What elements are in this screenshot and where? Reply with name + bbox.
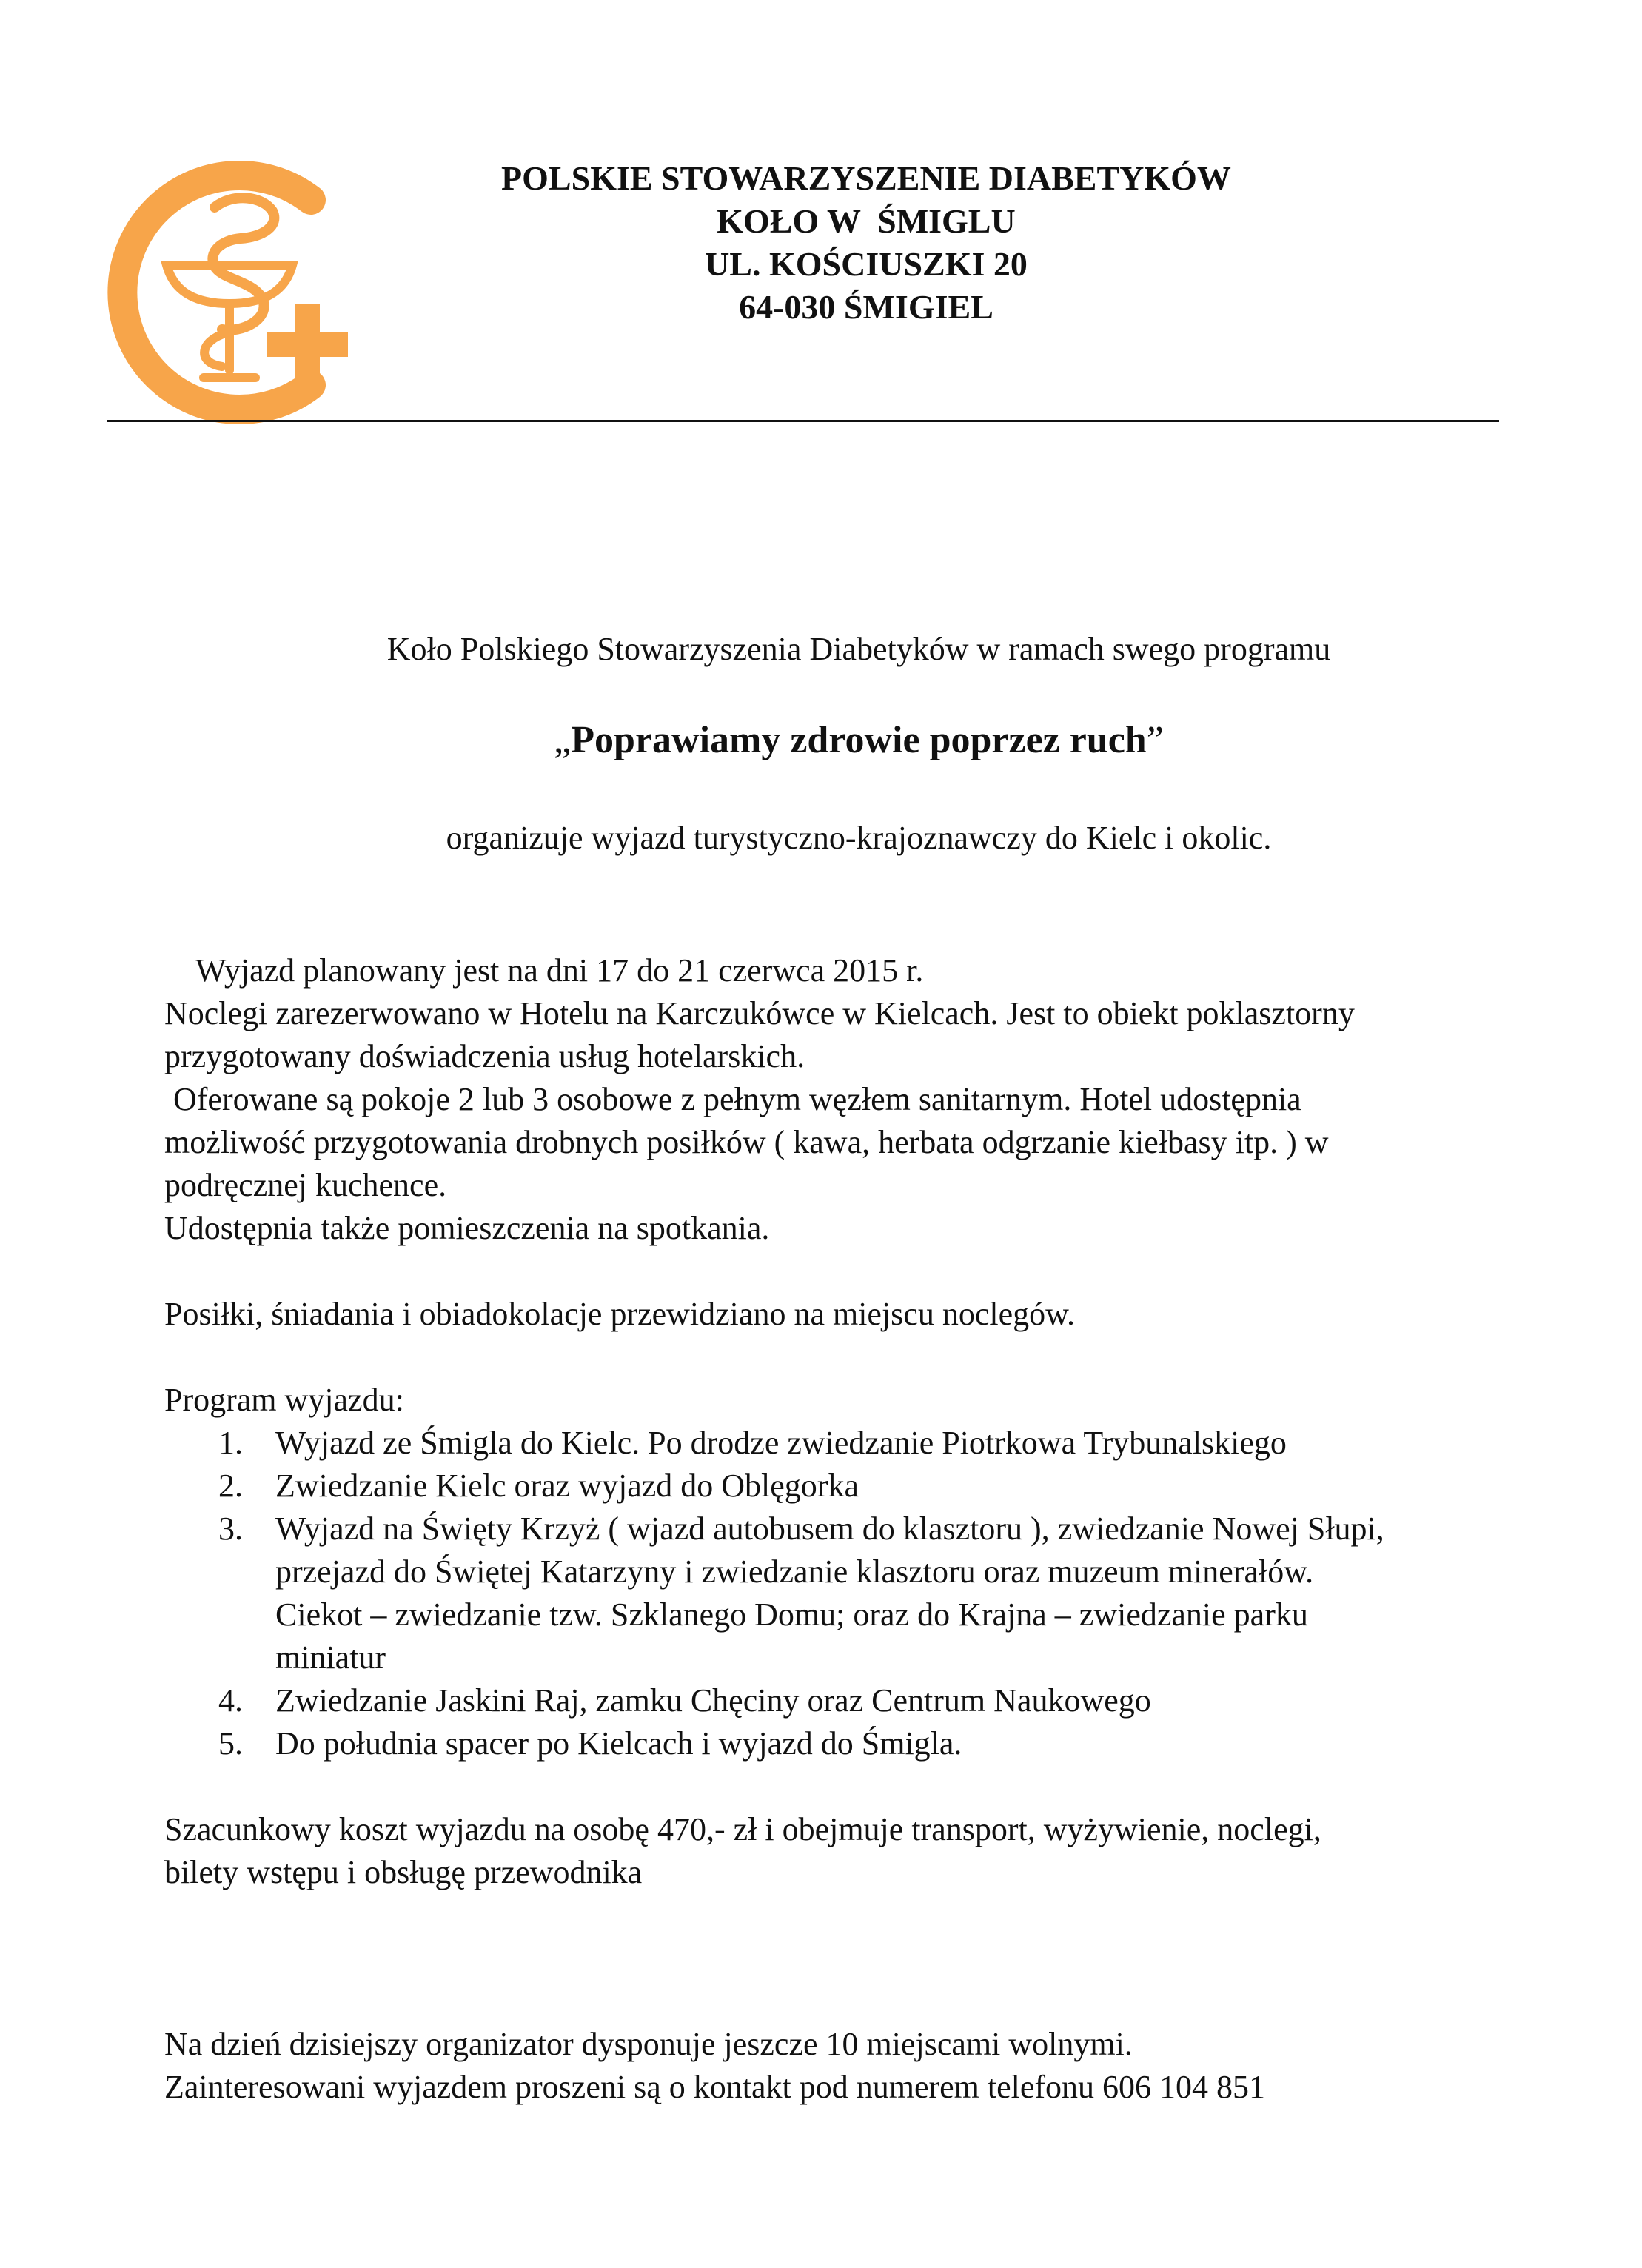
slogan-text: Poprawiamy zdrowie poprzez ruch xyxy=(571,719,1147,761)
list-item-number: 4. xyxy=(218,1682,243,1719)
list-item-text: Zwiedzanie Kielc oraz wyjazd do Oblęgorka xyxy=(275,1468,859,1504)
list-item-number: 2. xyxy=(218,1468,243,1504)
list-item xyxy=(164,1465,1549,1508)
list-item-text: Wyjazd na Święty Krzyż ( wjazd autobusem do klasztoru ), zwiedzanie Nowej Słupi, xyxy=(275,1511,1384,1547)
diabetes-association-logo xyxy=(104,155,370,429)
header-line-1: POLSKIE STOWARZYSZENIE DIABETYKÓW xyxy=(501,159,1231,197)
list-item xyxy=(164,1422,1549,1465)
list-item-text: Wyjazd ze Śmigla do Kielc. Po drodze zwiedzanie Piotrkowa Trybunalskiego xyxy=(275,1425,1287,1461)
logo-bowl xyxy=(167,265,292,304)
contact-line-1: Na dzień dzisiejszy organizator dysponuje jeszcze 10 miejscami wolnymi. xyxy=(164,2026,1133,2062)
list-item-text: Zwiedzanie Jaskini Raj, zamku Chęciny oraz Centrum Naukowego xyxy=(275,1682,1151,1719)
slogan-close-quote: ” xyxy=(1146,719,1164,761)
cost-line-2: bilety wstępu i obsługę przewodnika xyxy=(164,1854,643,1890)
rooms-line-3: podręcznej kuchence. xyxy=(164,1167,447,1203)
meals-line: Posiłki, śniadania i obiadokolacje przewidziano na miejscu noclegów. xyxy=(164,1296,1076,1332)
intro-text: Koło Polskiego Stowarzyszenia Diabetyków w ramach swego programu xyxy=(386,631,1331,667)
logo-snake-tail xyxy=(204,333,226,367)
header-line-4: 64-030 ŚMIGIEL xyxy=(739,288,993,326)
contact-line-2: Zainteresowani wyjazdem proszeni są o kontakt pod numerem telefonu 606 104 851 xyxy=(164,2069,1266,2105)
slogan-open-quote: „ xyxy=(554,719,572,761)
program-slogan xyxy=(244,717,1473,764)
list-item xyxy=(164,1679,1549,1722)
list-item xyxy=(164,1508,1549,1679)
list-item-text: przejazd do Świętej Katarzyny i zwiedzanie klasztoru oraz muzeum minerałów. xyxy=(275,1553,1314,1590)
lodging-line-2: przygotowany doświadczenia usług hotelarskich. xyxy=(164,1038,805,1074)
rooms-line-1: Oferowane są pokoje 2 lub 3 osobowe z pełnym węzłem sanitarnym. Hotel udostępnia xyxy=(173,1081,1301,1117)
header-divider xyxy=(107,420,1499,422)
program-list xyxy=(164,1422,1549,1765)
organization-header xyxy=(415,157,1318,329)
subintro-text: organizuje wyjazd turystyczno-krajoznawczy do Kielc i okolic. xyxy=(446,820,1272,856)
lodging-line-1: Noclegi zarezerwowano w Hotelu na Karczukówce w Kielcach. Jest to obiekt poklasztorny xyxy=(164,995,1355,1031)
list-item-number: 3. xyxy=(218,1511,243,1547)
rooms-line-4: Udostępnia także pomieszczenia na spotkania. xyxy=(164,1210,770,1246)
list-item-text: miniatur xyxy=(275,1639,386,1676)
list-item-text: Do południa spacer po Kielcach i wyjazd do Śmigla. xyxy=(275,1725,962,1762)
header-line-3: UL. KOŚCIUSZKI 20 xyxy=(705,245,1028,283)
logo-plus-icon xyxy=(267,304,348,385)
list-item-number: 5. xyxy=(218,1725,243,1762)
list-item-number: 1. xyxy=(218,1425,243,1461)
list-item-text: Ciekot – zwiedzanie tzw. Szklanego Domu; oraz do Krajna – zwiedzanie parku xyxy=(275,1596,1308,1633)
document-body xyxy=(164,949,1549,2109)
list-item xyxy=(164,1722,1549,1765)
date-line: Wyjazd planowany jest na dni 17 do 21 czerwca 2015 r. xyxy=(195,952,924,989)
header-line-2: KOŁO W ŚMIGLU xyxy=(717,202,1016,240)
program-title: Program wyjazdu: xyxy=(164,1382,404,1418)
rooms-line-2: możliwość przygotowania drobnych posiłków ( kawa, herbata odgrzanie kiełbasy itp. ) w xyxy=(164,1124,1329,1160)
cost-line-1: Szacunkowy koszt wyjazdu na osobę 470,- zł i obejmuje transport, wyżywienie, noclegi, xyxy=(164,1811,1321,1847)
